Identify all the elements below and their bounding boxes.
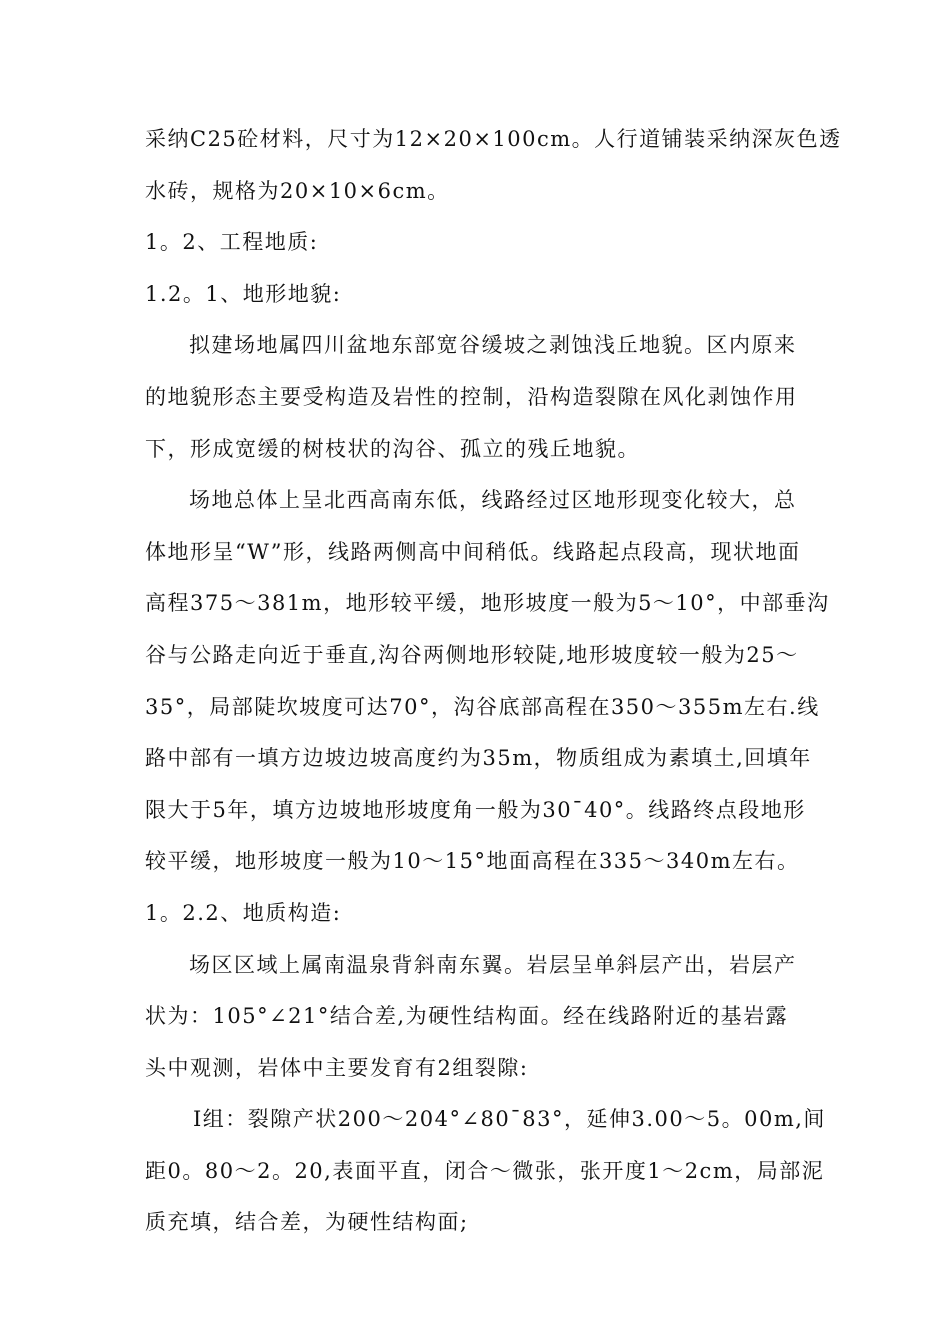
text-line: 较平缓，地形坡度一般为10～15°地面高程在335～340m左右。 bbox=[145, 849, 800, 874]
text-line: 头中观测，岩体中主要发育有2组裂隙: bbox=[145, 1055, 529, 1080]
section-heading: 1。2、工程地质: bbox=[145, 230, 319, 255]
text-line: 谷与公路走向近于垂直,沟谷两侧地形较陡,地形坡度较一般为25～ bbox=[145, 642, 799, 667]
text-line: 限大于5年，填方边坡地形坡度角一般为30¯40°。线路终点段地形 bbox=[145, 797, 806, 822]
text-line: 35°，局部陡坎坡度可达70°，沟谷底部高程在350～355m左右.线 bbox=[145, 694, 820, 719]
text-line: 的地貌形态主要受构造及岩性的控制，沿构造裂隙在风化剥蚀作用 bbox=[145, 384, 798, 409]
paragraph-first-line: 场地总体上呈北西高南东低，线路经过区地形现变化较大，总 bbox=[189, 488, 797, 513]
text-line: 距0。80～2。20,表面平直，闭合～微张，张开度1～2cm，局部泥 bbox=[145, 1158, 825, 1183]
text-line: 水砖，规格为20×10×6cm。 bbox=[145, 178, 450, 203]
text-line: 路中部有一填方边坡边坡高度约为35m，物质组成为素填土,回填年 bbox=[145, 746, 812, 771]
text-line: 下，形成宽缓的树枝状的沟谷、孤立的残丘地貌。 bbox=[145, 436, 640, 461]
text-line: 采纳C25砼材料，尺寸为12×20×100cm。人行道铺装采纳深灰色透 bbox=[145, 127, 842, 151]
paragraph-first-line: 拟建场地属四川盆地东部宽谷缓坡之剥蚀浅丘地貌。区内原来 bbox=[189, 333, 797, 358]
text-line: 状为：105°∠21°结合差,为硬性结构面。经在线路附近的基岩露 bbox=[145, 1004, 789, 1029]
text-line: 高程375～381m，地形较平缓，地形坡度一般为5～10°，中部垂沟 bbox=[145, 591, 830, 616]
text-line: 体地形呈“W”形，线路两侧高中间稍低。线路起点段高，现状地面 bbox=[145, 539, 801, 564]
document-body bbox=[145, 120, 842, 1255]
subsection-heading: 1.2。1、地形地貌: bbox=[145, 281, 342, 306]
text-line: 质充填，结合差，为硬性结构面; bbox=[145, 1210, 469, 1235]
paragraph-first-line: Ⅰ组：裂隙产状200～204°∠80¯83°，延伸3.00～5。00m,间 bbox=[193, 1107, 826, 1132]
subsection-heading: 1。2.2、地质构造: bbox=[145, 900, 342, 925]
paragraph-first-line: 场区区域上属南温泉背斜南东翼。岩层呈单斜层产出，岩层产 bbox=[189, 952, 797, 977]
